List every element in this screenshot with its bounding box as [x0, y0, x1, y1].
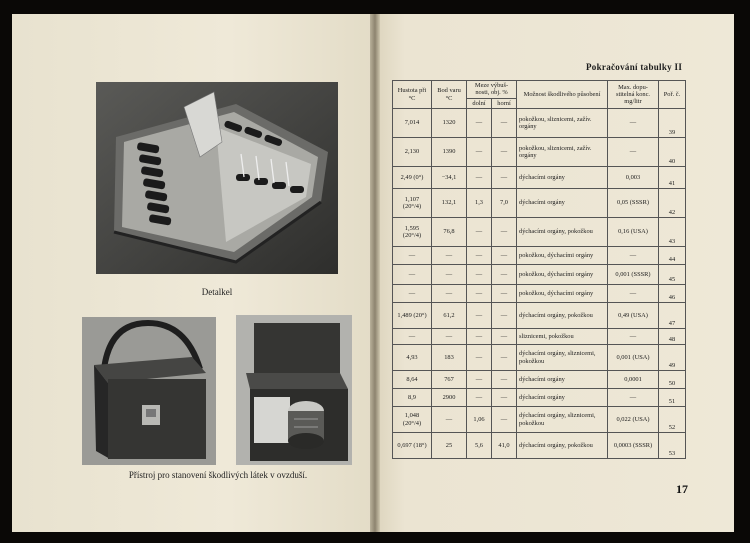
cell-max-conc: — [608, 138, 659, 167]
cell-density: 0,697 (18°) [393, 433, 432, 459]
cell-lower: — [467, 303, 492, 329]
cell-order: 45 [659, 265, 686, 285]
table-row [393, 389, 686, 407]
cell-boiling: 183 [432, 345, 467, 371]
table-row [393, 167, 686, 189]
cell-upper: — [492, 371, 517, 389]
cell-upper: — [492, 109, 517, 138]
cell-density: — [393, 285, 432, 303]
cell-lower: — [467, 329, 492, 345]
cell-upper: — [492, 167, 517, 189]
cell-boiling: 1390 [432, 138, 467, 167]
header-explosive: Meze výbuš-nosti, obj. % [467, 81, 517, 99]
cell-upper: — [492, 389, 517, 407]
table-row [393, 218, 686, 247]
book-gutter [370, 14, 380, 532]
header-harm: Možnost škodlivého působení [517, 81, 608, 109]
cell-lower: — [467, 247, 492, 265]
cell-density: — [393, 247, 432, 265]
cell-lower: — [467, 389, 492, 407]
cell-harm: dýchacími orgány, pokožkou [517, 433, 608, 459]
cell-lower: — [467, 265, 492, 285]
cell-order: 51 [659, 389, 686, 407]
cell-harm: pokožkou, dýchacími orgány [517, 285, 608, 303]
cell-harm: pokožkou, dýchacími orgány [517, 265, 608, 285]
cell-harm: dýchacími orgány [517, 371, 608, 389]
cell-density: 1,107 (20°/4) [393, 189, 432, 218]
header-lower: dolní [467, 98, 492, 108]
cell-max-conc: — [608, 389, 659, 407]
cell-order: 40 [659, 138, 686, 167]
cell-density: 2,130 [393, 138, 432, 167]
cell-max-conc: — [608, 285, 659, 303]
cell-harm: sliznicemi, pokožkou [517, 329, 608, 345]
cell-boiling: 61,2 [432, 303, 467, 329]
cell-upper: — [492, 218, 517, 247]
cell-harm: dýchacími orgány [517, 167, 608, 189]
cell-lower: — [467, 345, 492, 371]
cell-density: 4,93 [393, 345, 432, 371]
cell-upper: — [492, 265, 517, 285]
cell-order: 48 [659, 329, 686, 345]
cell-boiling: 25 [432, 433, 467, 459]
closed-instrument-box-photo [82, 317, 216, 465]
open-instrument-box-photo [236, 315, 352, 465]
cell-max-conc: 0,0003 (SSSR) [608, 433, 659, 459]
table-row [393, 329, 686, 345]
cell-boiling: 76,8 [432, 218, 467, 247]
cell-boiling: 132,1 [432, 189, 467, 218]
cell-order: 52 [659, 407, 686, 433]
cell-boiling: — [432, 329, 467, 345]
cell-order: 46 [659, 285, 686, 303]
table-row [393, 109, 686, 138]
cell-harm: dýchacími orgány, pokožkou [517, 218, 608, 247]
page-number: 17 [676, 482, 688, 496]
cell-boiling: — [432, 265, 467, 285]
cell-upper: — [492, 329, 517, 345]
cell-density: — [393, 265, 432, 285]
cell-max-conc: — [608, 247, 659, 265]
cell-harm: dýchacími orgány [517, 389, 608, 407]
header-max-conc: Max. dopu-stitelná konc. mg/litr [608, 81, 659, 109]
cell-max-conc: — [608, 329, 659, 345]
cell-harm: dýchacími orgány, pokožkou [517, 303, 608, 329]
table-row [393, 138, 686, 167]
cell-density: 7,014 [393, 109, 432, 138]
cell-upper: — [492, 303, 517, 329]
photo-caption-bottom: Přístroj pro stanovení škodlivých látek v ovzduší. [128, 470, 308, 480]
cell-boiling: — [432, 407, 467, 433]
photo-caption-top: Detalkel [201, 287, 233, 297]
cell-boiling: 1320 [432, 109, 467, 138]
cell-density: 1,048 (20°/4) [393, 407, 432, 433]
cell-max-conc: 0,49 (USA) [608, 303, 659, 329]
cell-harm: pokožkou, sliznicemi, zažív. orgány [517, 109, 608, 138]
cell-upper: — [492, 407, 517, 433]
cell-max-conc: — [608, 109, 659, 138]
cell-density: 2,49 (0°) [393, 167, 432, 189]
cell-upper: 41,0 [492, 433, 517, 459]
cell-max-conc: 0,001 (SSSR) [608, 265, 659, 285]
cell-boiling: 2900 [432, 389, 467, 407]
cell-order: 39 [659, 109, 686, 138]
cell-upper: — [492, 285, 517, 303]
cell-order: 49 [659, 345, 686, 371]
table-row [393, 371, 686, 389]
cell-boiling: — [432, 247, 467, 265]
cell-order: 47 [659, 303, 686, 329]
cell-upper: — [492, 138, 517, 167]
cell-lower: 1,06 [467, 407, 492, 433]
table-row [393, 247, 686, 265]
cell-harm: dýchacími orgány, sliznicemi, pokožkou [517, 345, 608, 371]
cell-density: 8,9 [393, 389, 432, 407]
running-head: Pokračování tabulky II [586, 62, 683, 72]
table-row [393, 303, 686, 329]
cell-lower: — [467, 371, 492, 389]
data-table [392, 80, 686, 459]
cell-lower: 5,6 [467, 433, 492, 459]
cell-density: 1,595 (20°/4) [393, 218, 432, 247]
table-row [393, 433, 686, 459]
table-row [393, 189, 686, 218]
cell-upper: 7,0 [492, 189, 517, 218]
cell-upper: — [492, 247, 517, 265]
cell-order: 44 [659, 247, 686, 265]
table-row [393, 265, 686, 285]
cell-density: 8,64 [393, 371, 432, 389]
cell-harm: pokožkou, dýchacími orgány [517, 247, 608, 265]
cell-max-conc: 0,05 (SSSR) [608, 189, 659, 218]
cell-max-conc: 0,022 (USA) [608, 407, 659, 433]
cell-lower: 1,3 [467, 189, 492, 218]
cell-harm: dýchacími orgány, sliznicemi, pokožkou [517, 407, 608, 433]
cell-lower: — [467, 109, 492, 138]
cell-order: 42 [659, 189, 686, 218]
cell-order: 53 [659, 433, 686, 459]
table-row [393, 407, 686, 433]
header-density: Hustota při °C [393, 81, 432, 109]
cell-harm: dýchacími orgány [517, 189, 608, 218]
cell-harm: pokožkou, sliznicemi, zažív. orgány [517, 138, 608, 167]
header-order: Poř. č. [659, 81, 686, 109]
cell-order: 43 [659, 218, 686, 247]
header-boiling: Bod varu °C [432, 81, 467, 109]
cell-boiling: −34,1 [432, 167, 467, 189]
cell-boiling: — [432, 285, 467, 303]
table-row [393, 345, 686, 371]
cell-order: 50 [659, 371, 686, 389]
cell-max-conc: 0,0001 [608, 371, 659, 389]
cell-boiling: 767 [432, 371, 467, 389]
cell-upper: — [492, 345, 517, 371]
cell-density: — [393, 329, 432, 345]
detector-case-photo [96, 82, 338, 274]
cell-order: 41 [659, 167, 686, 189]
cell-max-conc: 0,003 [608, 167, 659, 189]
header-upper: horní [492, 98, 517, 108]
cell-lower: — [467, 167, 492, 189]
cell-lower: — [467, 285, 492, 303]
cell-max-conc: 0,001 (USA) [608, 345, 659, 371]
cell-lower: — [467, 138, 492, 167]
table-row [393, 285, 686, 303]
cell-density: 1,489 (20°) [393, 303, 432, 329]
cell-max-conc: 0,16 (USA) [608, 218, 659, 247]
cell-lower: — [467, 218, 492, 247]
